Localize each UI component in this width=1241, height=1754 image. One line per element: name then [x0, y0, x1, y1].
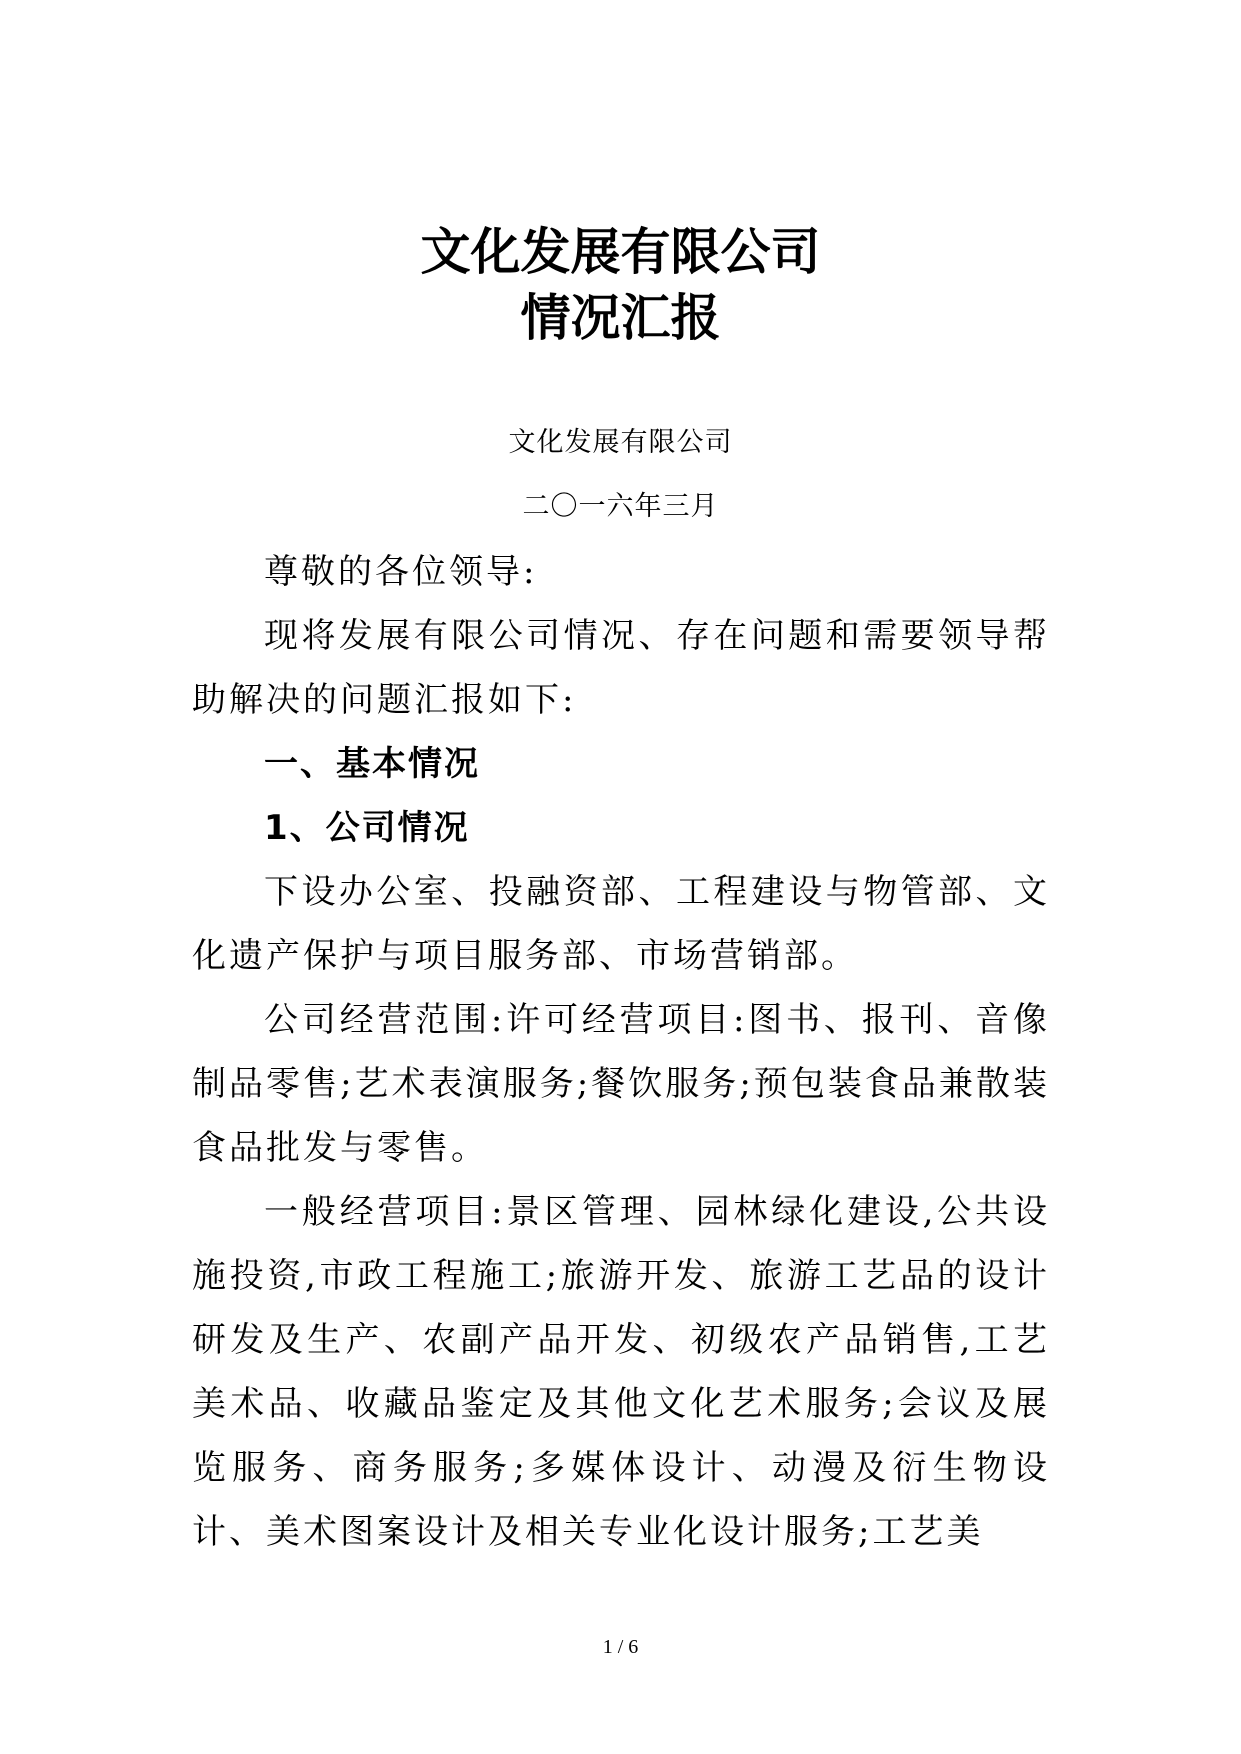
business-scope-paragraph: 公司经营范围:许可经营项目:图书、报刊、音像制品零售;艺术表演服务;餐饮服务;预包装食品兼散装食品批发与零售。	[192, 1000, 1050, 1168]
document-title-line1: 文化发展有限公司	[420, 223, 821, 281]
general-business-paragraph: 一般经营项目:景区管理、园林绿化建设,公共设施投资,市政工程施工;旅游开发、旅游工艺品的设计研发及生产、农副产品开发、初级农产品销售,工艺美术品、收藏品鉴定及其他文化艺术服务;会议及展览服务、商务服务;多媒体设计、动漫及衍生物设计、美术图案设计及相关专业化设计服务;工艺美	[192, 1192, 1050, 1552]
greeting: 尊敬的各位领导:	[264, 552, 538, 592]
departments-paragraph: 下设办公室、投融资部、工程建设与物管部、文化遗产保护与项目服务部、市场营销部。	[192, 872, 1050, 976]
subsection-heading-company-situation: 1、公司情况	[264, 808, 470, 848]
organization-name: 文化发展有限公司	[508, 427, 733, 458]
intro-paragraph: 现将发展有限公司情况、存在问题和需要领导帮助解决的问题汇报如下:	[192, 616, 1050, 720]
page-number: 1 / 6	[602, 1636, 639, 1658]
section-heading-basic-situation: 一、基本情况	[264, 744, 480, 784]
document-title-line2: 情况汇报	[520, 289, 721, 347]
report-date: 二〇一六年三月	[522, 491, 719, 522]
